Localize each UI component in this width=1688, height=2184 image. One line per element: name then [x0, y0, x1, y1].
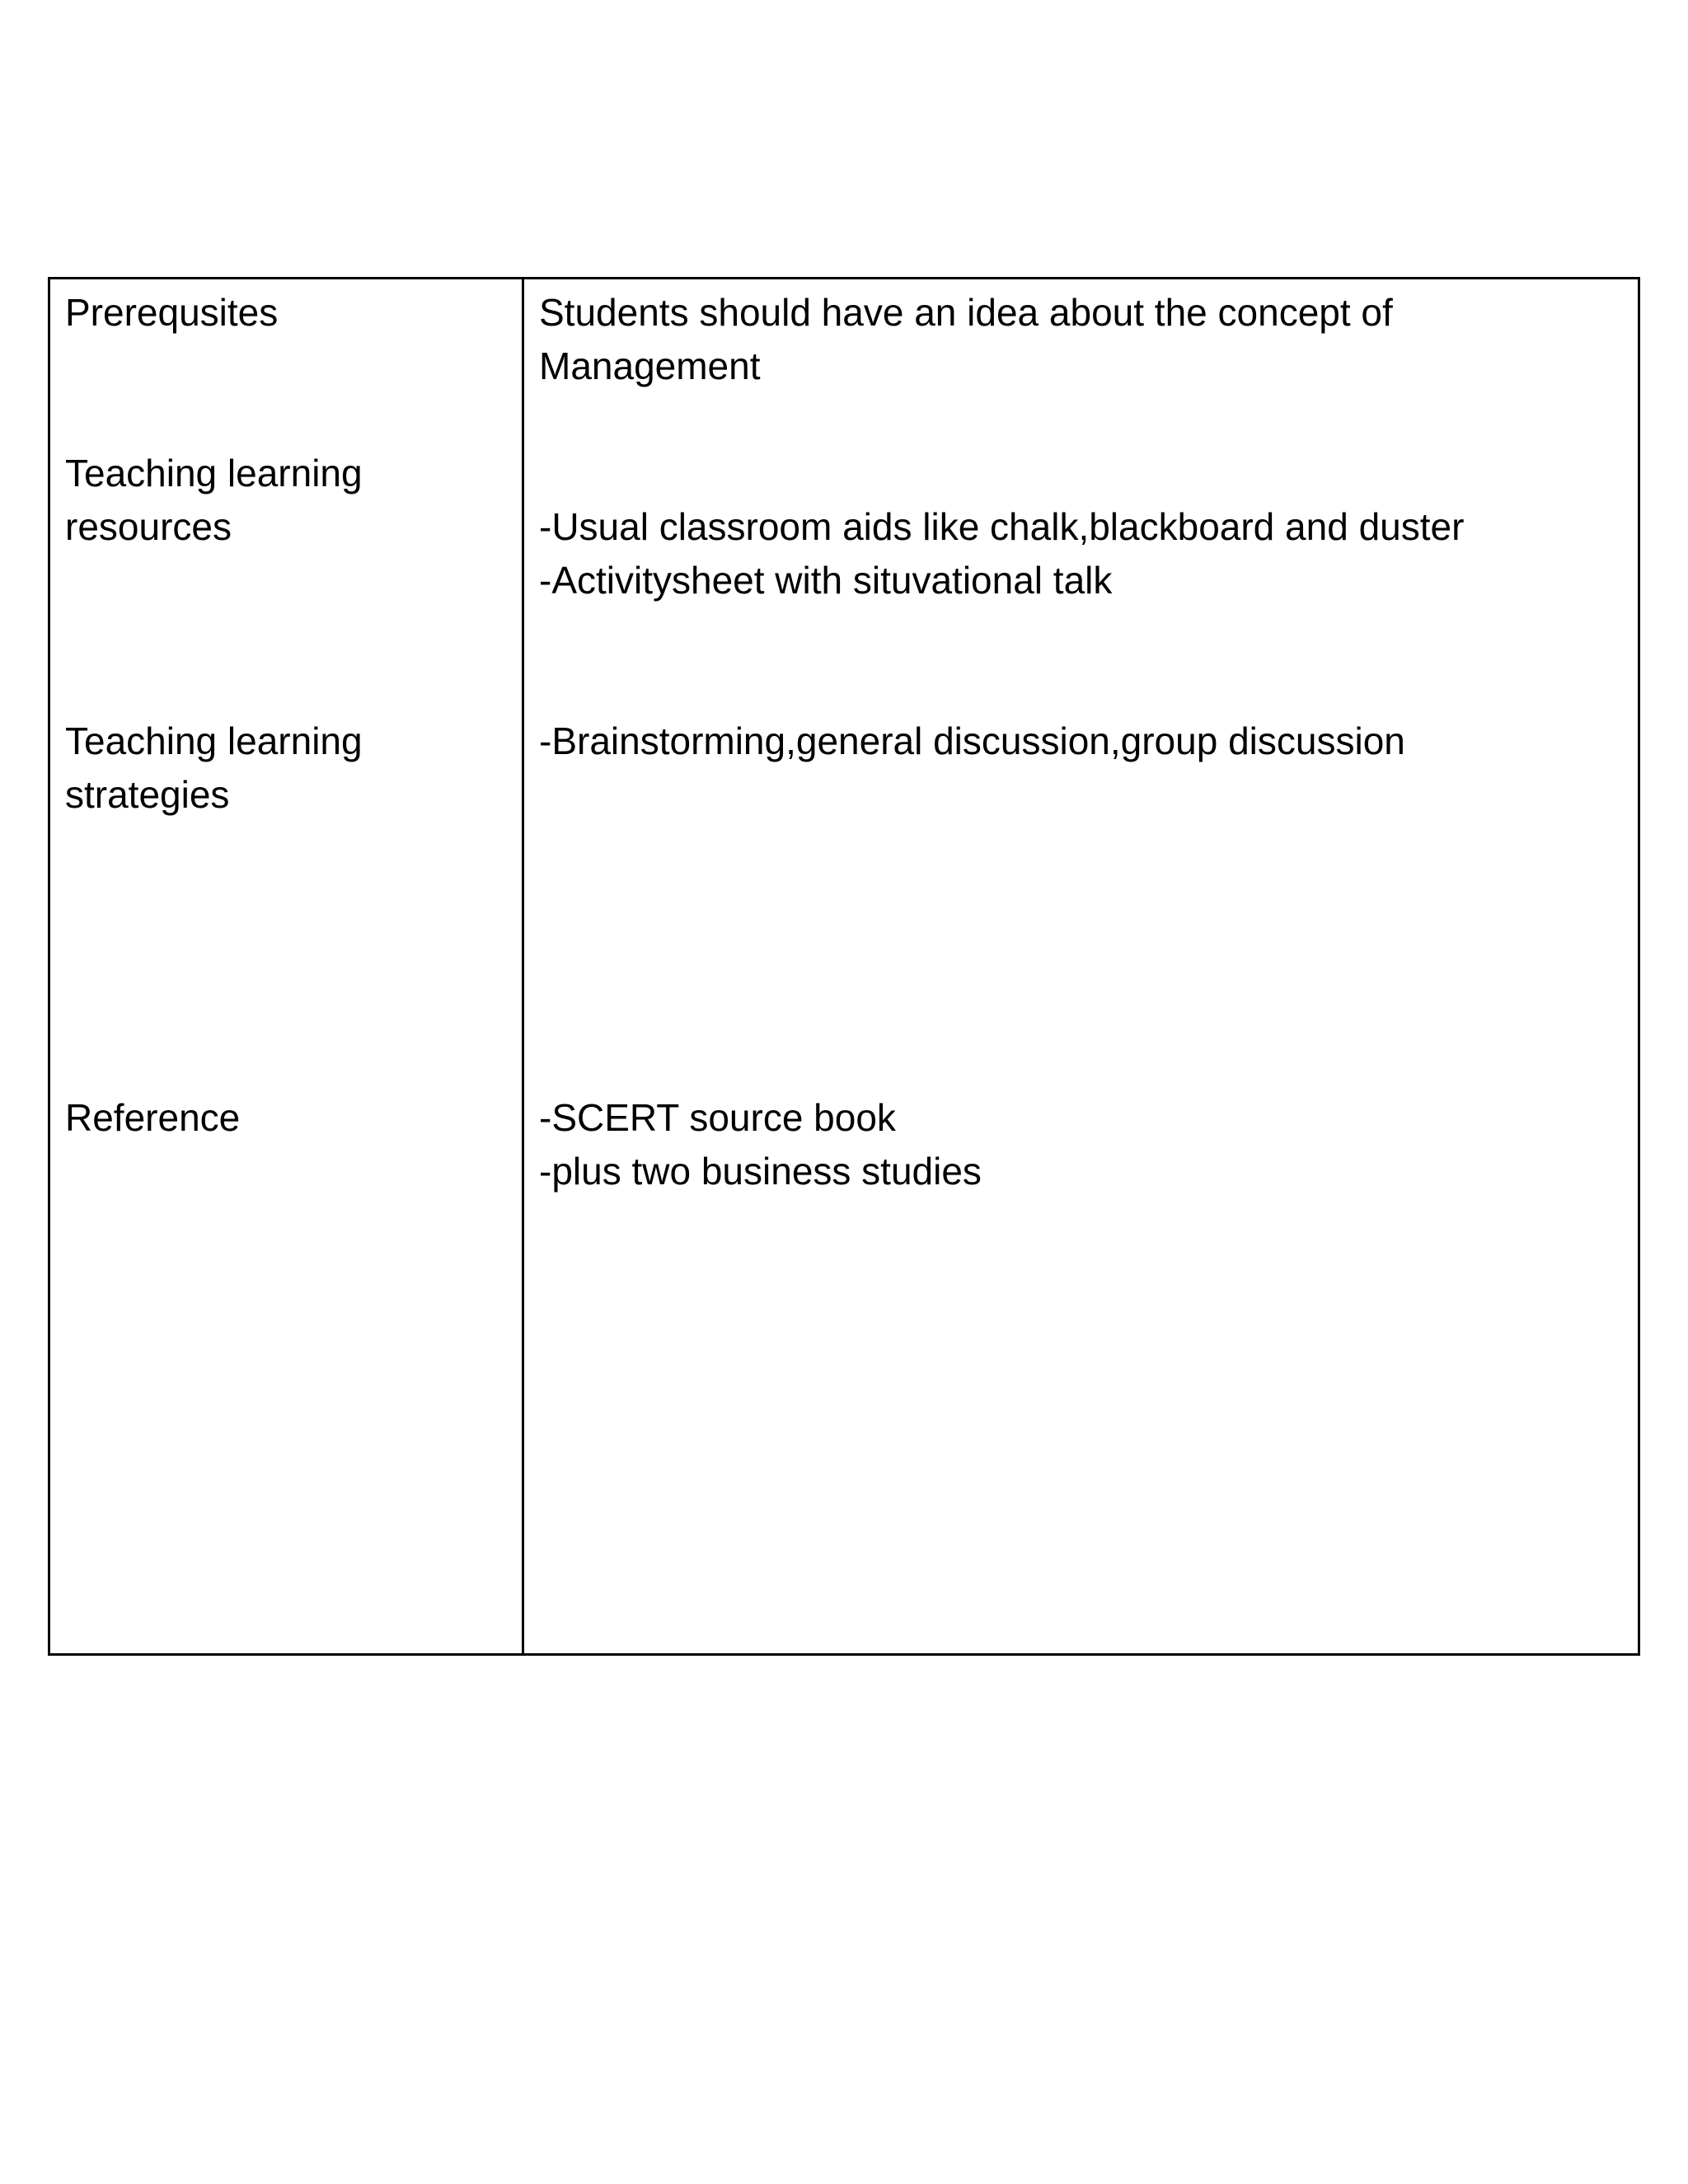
column-divider — [522, 279, 524, 1653]
row-label-reference: Reference — [65, 1096, 241, 1139]
row-label-prerequisites: Prerequsites — [65, 291, 279, 334]
row-content-strategies-line1: -Brainstorming,general discussion,group discussion — [539, 719, 1405, 762]
lesson-plan-table — [48, 277, 1640, 1656]
row-content-reference-line2: -plus two business studies — [539, 1150, 982, 1193]
row-content-prerequisites-line2: Management — [539, 344, 761, 387]
row-content-prerequisites-line1: Students should have an idea about the concept of — [539, 291, 1393, 334]
row-label-resources-line1: Teaching learning — [65, 452, 363, 494]
row-label-resources-line2: resources — [65, 505, 232, 548]
row-content-reference-line1: -SCERT source book — [539, 1096, 896, 1139]
row-label-strategies-line2: strategies — [65, 773, 230, 816]
row-content-resources-line2: -Activitysheet with situvational talk — [539, 559, 1113, 602]
row-content-resources-line1: -Usual classroom aids like chalk,blackboard and duster — [539, 505, 1465, 548]
row-label-strategies-line1: Teaching learning — [65, 719, 363, 762]
